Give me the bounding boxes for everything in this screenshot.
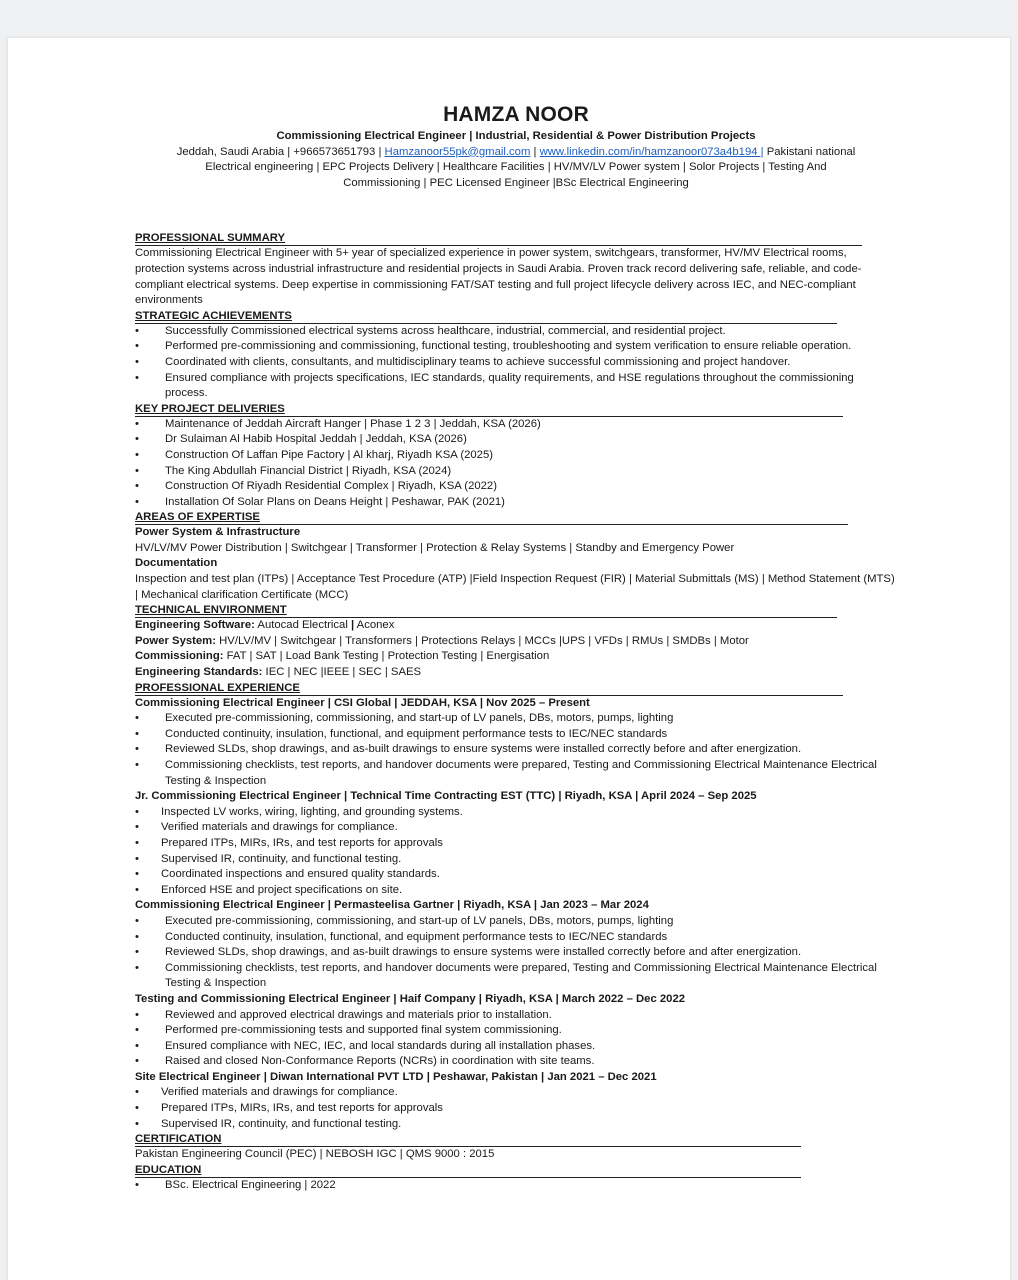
projects-list [135, 417, 897, 511]
technical-value: FAT | SAT | Load Bank Testing | Protection Testing | Energisation [223, 650, 550, 663]
list-item: • Verified materials and drawings for compliance. [135, 1085, 897, 1101]
list-item: • Installation Of Solar Plans on Deans Height | Peshawar, PAK (2021) [135, 495, 897, 511]
summary-text: Commissioning Electrical Engineer with 5+ year of specialized experience in power system, switchgears, transformer, HV/MV Electrical rooms, protection systems across industrial infrastructure and residential projects in Saudi Arabia. Proven track record delivering safe, reliable, and code-compliant electrical systems. Deep expertise in commissioning FAT/SAT testing and full project lifecycle delivery across IEC, and NEC-compliant environments [135, 247, 862, 307]
job-title: Commissioning Electrical Engineer | CSI Global | JEDDAH, KSA | Nov 2025 – Present [135, 696, 590, 709]
list-item: • Maintenance of Jeddah Aircraft Hanger | Phase 1 2 3 | Jeddah, KSA (2026) [135, 417, 897, 433]
list-item: • Prepared ITPs, MIRs, IRs, and test reports for approvals [135, 1101, 897, 1117]
technical-value: Autocad Electrical [254, 619, 351, 632]
headline: Commissioning Electrical Engineer | Industrial, Residential & Power Distribution Projects [276, 130, 756, 142]
section-title-summary: PROFESSIONAL SUMMARY [135, 231, 862, 246]
list-item: • Commissioning checklists, test reports, and handover documents were prepared, Testing and Commissioning Electrical Maintenance Electrical Testing & Inspection [135, 961, 897, 992]
contact-prefix: Jeddah, Saudi Arabia | +966573651793 | [176, 145, 385, 158]
job-title: Jr. Commissioning Electrical Engineer | Technical Time Contracting EST (TTC) | Riyadh, KSA | April 2024 – Sep 2025 [135, 790, 757, 803]
expertise-text: Inspection and test plan (ITPs) | Acceptance Test Procedure (ATP) |Field Inspection Request (FIR) | Material Submittals (MS) | Method Statement (MTS) | Mechanical clarification Certificate (MCC) [135, 573, 895, 601]
resume-content [135, 102, 897, 1193]
list-item: • Executed pre-commissioning, commissioning, and start-up of LV panels, DBs, motors, pumps, lighting [135, 914, 897, 930]
list-item: • Raised and closed Non-Conformance Reports (NCRs) in coordination with site teams. [135, 1054, 897, 1070]
list-item: • Conducted continuity, insulation, functional, and equipment performance tests to IEC/NEC standards [135, 930, 897, 946]
list-item: • The King Abdullah Financial District | Riyadh, KSA (2024) [135, 464, 897, 480]
job-title: Commissioning Electrical Engineer | Permasteelisa Gartner | Riyadh, KSA | Jan 2023 – Mar 2024 [135, 899, 649, 912]
list-item: • Reviewed and approved electrical drawings and materials prior to installation. [135, 1008, 897, 1024]
technical-label: Commissioning: [135, 650, 224, 663]
section-title-technical: TECHNICAL ENVIRONMENT [135, 603, 837, 618]
technical-label: Engineering Standards: [135, 666, 263, 679]
tagline: Electrical engineering | EPC Projects Delivery | Healthcare Facilities | HV/MV/LV Power system | Solor Projects | Testing And Commissioning | PEC Licensed Engineer |BSc Electrical Engineering [205, 161, 827, 189]
contact-suffix: Pakistani national [763, 145, 856, 158]
resume-page [8, 38, 1010, 1280]
certification-text: Pakistan Engineering Council (PEC) | NEBOSH IGC | QMS 9000 : 2015 [135, 1148, 495, 1161]
section-title-expertise: AREAS OF EXPERTISE [135, 510, 848, 525]
section-title-achievements: STRATEGIC ACHIEVEMENTS [135, 309, 837, 324]
list-item: • BSc. Electrical Engineering | 2022 [135, 1178, 897, 1194]
list-item: • Conducted continuity, insulation, functional, and equipment performance tests to IEC/NEC standards [135, 727, 897, 743]
contact-line [135, 145, 897, 161]
technical-row [135, 665, 897, 681]
header-spacer [135, 191, 897, 231]
technical-row [135, 634, 897, 650]
technical-row [135, 618, 897, 634]
job-duties [135, 711, 897, 789]
list-item: • Ensured compliance with projects specifications, IEC standards, quality requirements, and HSE regulations throughout the commissioning process. [135, 371, 897, 402]
linkedin-link[interactable]: www.linkedin.com/in/hamzanoor073a4b194 | [539, 145, 764, 158]
expertise-subheading: Documentation [135, 557, 218, 570]
list-item: • Commissioning checklists, test reports, and handover documents were prepared, Testing and Commissioning Electrical Maintenance Electrical Testing & Inspection [135, 758, 897, 789]
achievements-list [135, 324, 897, 402]
contact-separator: | [530, 145, 540, 158]
email-link[interactable]: Hamzanoor55pk@gmail.com [384, 145, 531, 158]
list-item: • Performed pre-commissioning tests and supported final system commissioning. [135, 1023, 897, 1039]
list-item: • Reviewed SLDs, shop drawings, and as-built drawings to ensure systems were installed correctly before and after energization. [135, 742, 897, 758]
expertise-text: HV/LV/MV Power Distribution | Switchgear | Transformer | Protection & Relay Systems | Standby and Emergency Power [135, 541, 735, 554]
list-item: • Reviewed SLDs, shop drawings, and as-built drawings to ensure systems were installed correctly before and after energization. [135, 945, 897, 961]
list-item: • Prepared ITPs, MIRs, IRs, and test reports for approvals [135, 836, 897, 852]
list-item: • Performed pre-commissioning and commissioning, functional testing, troubleshooting and system verification to ensure reliable operation. [135, 339, 897, 355]
job-duties [135, 914, 897, 992]
list-item: • Dr Sulaiman Al Habib Hospital Jeddah | Jeddah, KSA (2026) [135, 432, 897, 448]
job-title: Testing and Commissioning Electrical Engineer | Haif Company | Riyadh, KSA | March 2022 – Dec 2022 [135, 992, 686, 1005]
job-duties [135, 1085, 897, 1132]
technical-bar: | [350, 619, 355, 632]
job-title: Site Electrical Engineer | Diwan International PVT LTD | Peshawar, Pakistan | Jan 2021 – Dec 2021 [135, 1070, 657, 1083]
section-title-education: EDUCATION [135, 1163, 801, 1178]
list-item: • Supervised IR, continuity, and functional testing. [135, 852, 897, 868]
job-duties [135, 1008, 897, 1070]
list-item: • Successfully Commissioned electrical systems across healthcare, industrial, commercial, and residential project. [135, 324, 897, 340]
list-item: • Verified materials and drawings for compliance. [135, 820, 897, 836]
technical-value: Aconex [354, 619, 395, 632]
list-item: • Coordinated with clients, consultants, and multidisciplinary teams to achieve successful commissioning and project handover. [135, 355, 897, 371]
technical-value: HV/LV/MV | Switchgear | Transformers | Protections Relays | MCCs |UPS | VFDs | RMUs | SMDBs | Motor [216, 634, 749, 647]
job-duties [135, 805, 897, 899]
list-item: • Ensured compliance with NEC, IEC, and local standards during all installation phases. [135, 1039, 897, 1055]
list-item: • Coordinated inspections and ensured quality standards. [135, 867, 897, 883]
candidate-name: HAMZA NOOR [443, 103, 589, 126]
list-item: • Inspected LV works, wiring, lighting, and grounding systems. [135, 805, 897, 821]
list-item: • Construction Of Riyadh Residential Complex | Riyadh, KSA (2022) [135, 479, 897, 495]
expertise-subheading: Power System & Infrastructure [135, 526, 301, 539]
section-title-experience: PROFESSIONAL EXPERIENCE [135, 681, 843, 696]
technical-value: IEC | NEC |IEEE | SEC | SAES [262, 666, 422, 679]
section-title-projects: KEY PROJECT DELIVERIES [135, 402, 843, 417]
technical-label: Power System: [135, 634, 216, 647]
list-item: • Executed pre-commissioning, commissioning, and start-up of LV panels, DBs, motors, pumps, lighting [135, 711, 897, 727]
technical-label: Engineering Software: [135, 619, 255, 632]
section-title-certification: CERTIFICATION [135, 1132, 801, 1147]
technical-row [135, 649, 897, 665]
education-list [135, 1178, 897, 1194]
list-item: • Enforced HSE and project specifications on site. [135, 883, 897, 899]
list-item: • Supervised IR, continuity, and functional testing. [135, 1117, 897, 1133]
list-item: • Construction Of Laffan Pipe Factory | Al kharj, Riyadh KSA (2025) [135, 448, 897, 464]
